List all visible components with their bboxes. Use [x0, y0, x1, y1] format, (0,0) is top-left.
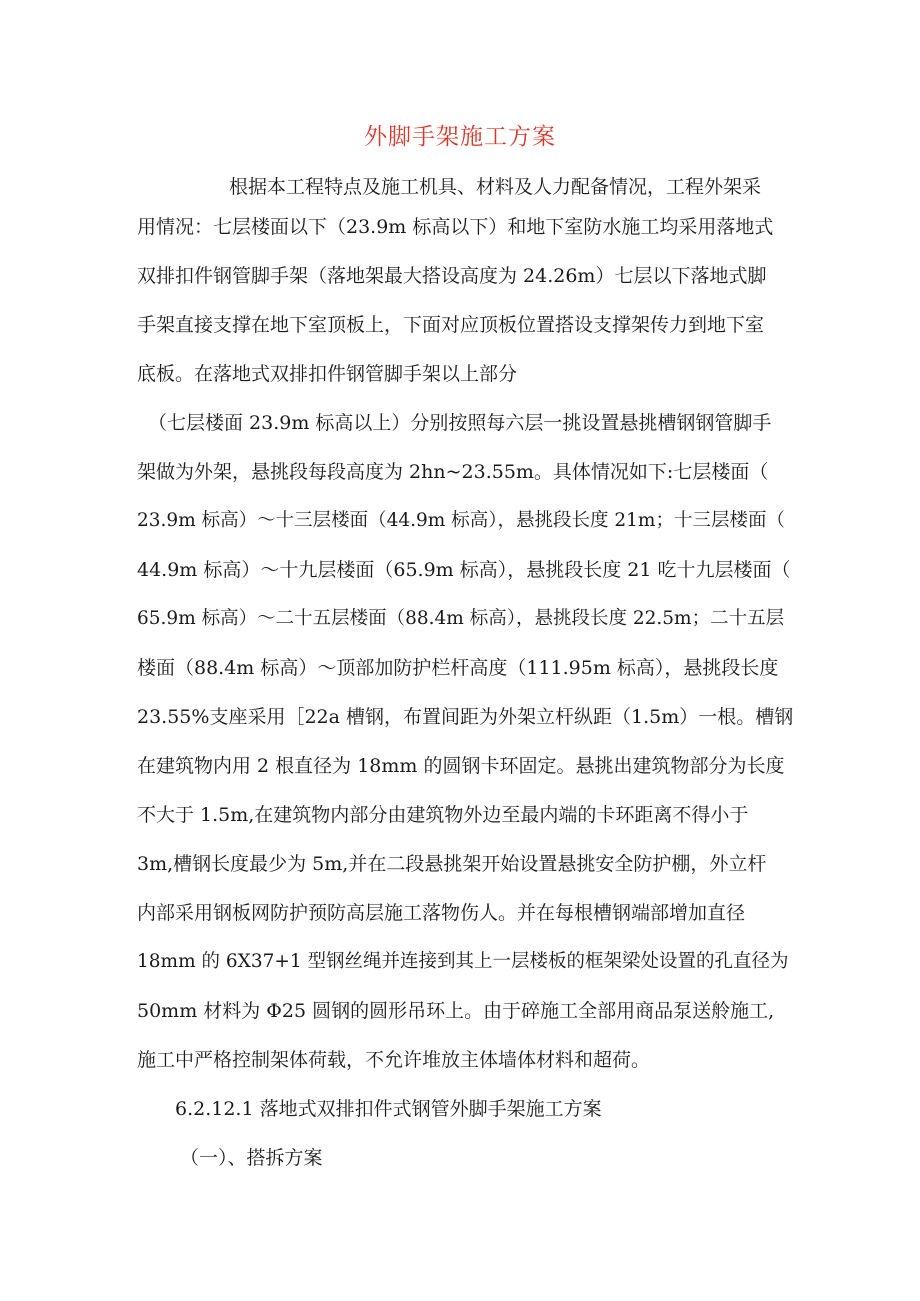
paragraph-line: 23.55%支座采用［22a 槽钢，布置间距为外架立杆纵距（1.5m）一根。槽钢	[137, 706, 794, 728]
paragraph-line: 底板。在落地式双排扣件钢管脚手架以上部分	[137, 363, 518, 385]
paragraph-line: 用情况：七层楼面以下（23.9m 标高以下）和地下室防水施工均采用落地式	[137, 216, 774, 238]
paragraph-line: 23.9m 标高）～十三层楼面（44.9m 标高），悬挑段长度 21m；十三层楼面（	[137, 510, 785, 531]
paragraph-line: 架做为外架，悬挑段每段高度为 2hn~23.55m。具体情况如下:七层楼面（	[137, 461, 769, 483]
paragraph-line: 18mm 的 6X37+1 型钢丝绳并连接到其上一层楼板的框架梁处设置的孔直径为	[137, 951, 789, 972]
paragraph-line: 不大于 1.5m,在建筑物内部分由建筑物外边至最内端的卡环距离不得小于	[137, 804, 749, 826]
paragraph-line: 在建筑物内用 2 根直径为 18mm 的圆钢卡环固定。悬挑出建筑物部分为长度	[137, 755, 785, 777]
paragraph-line: 双排扣件钢管脚手架（落地架最大搭设高度为 24.26m）七层以下落地式脚	[137, 265, 767, 287]
paragraph-line: 楼面（88.4m 标高）～顶部加防护栏杆高度（111.95m 标高），悬挑段长度	[137, 657, 779, 679]
paragraph-line: 施工中严格控制架体荷载，不允许堆放主体墙体材料和超荷。	[137, 1049, 651, 1071]
paragraph-line: 50mm 材料为 Φ25 圆钢的圆形吊环上。由于碎施工全部用商品泵送舲施工,	[137, 1000, 775, 1022]
subsection-heading: （一）、搭拆方案	[180, 1147, 323, 1169]
paragraph-line: 手架直接支撑在地下室顶板上，下面对应顶板位置搭设支撑架传力到地下室	[137, 314, 765, 336]
paragraph-line: 3m,槽钢长度最少为 5m,并在二段悬挑架开始设置悬挑安全防护棚，外立杆	[137, 853, 767, 875]
document-title: 外脚手架施工方案	[364, 124, 556, 150]
paragraph-line: 根据本工程特点及施工机具、材料及人力配备情况，工程外架采	[229, 176, 762, 198]
paragraph-line: （七层楼面 23.9m 标高以上）分别按照每六层一挑设置悬挑槽钢钢管脚手	[148, 412, 772, 434]
paragraph-line: 44.9m 标高）～十九层楼面（65.9m 标高），悬挑段长度 21 吃十九层楼面（	[137, 559, 791, 581]
paragraph-line: 内部采用钢板网防护预防高层施工落物伤人。并在每根槽钢端部增加直径	[137, 902, 746, 924]
paragraph-line: 65.9m 标高）～二十五层楼面（88.4m 标高），悬挑段长度 22.5m；二十五层	[137, 608, 785, 629]
section-heading: 6.2.12.1 落地式双排扣件式钢管外脚手架施工方案	[175, 1098, 602, 1120]
